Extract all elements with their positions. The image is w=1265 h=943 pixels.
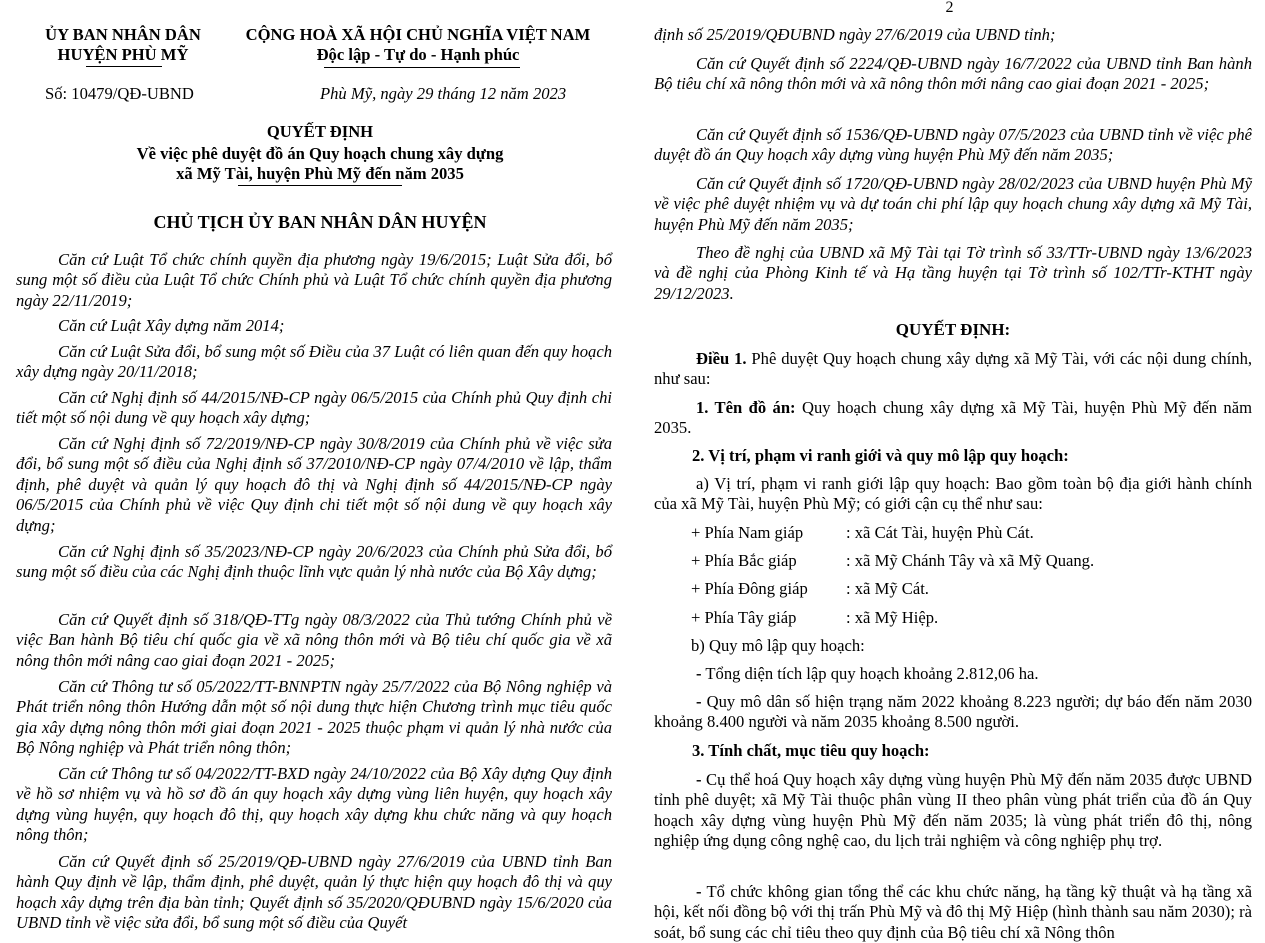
document-number: Số: 10479/QĐ-UBND [45, 84, 194, 103]
item-2a: a) Vị trí, phạm vi ranh giới lập quy hoạch: Bao gồm toàn bộ địa giới hành chính của xã Mỹ Tài, huyện Phù Mỹ; có giới cận cụ thể như sau: [654, 474, 1252, 514]
org-underline [86, 66, 162, 67]
basis-paragraph-6: Căn cứ Nghị định số 35/2023/NĐ-CP ngày 20/6/2023 của Chính phủ Sửa đổi, bổ sung một số điều của các Nghị định thuộc lĩnh vực quản lý nhà nước của Bộ Xây dựng; [16, 542, 612, 582]
decision-kind: QUYẾT ĐỊNH [266, 122, 374, 141]
item-2b-area: - Tổng diện tích lập quy hoạch khoảng 2.812,06 ha. [696, 664, 1039, 683]
item-1: 1. Tên đồ án: Quy hoạch chung xây dựng xã Mỹ Tài, huyện Phù Mỹ đến năm 2035. [654, 398, 1252, 438]
boundary-west-label: + Phía Tây giáp [691, 608, 797, 627]
nation-title: CỘNG HOÀ XÃ HỘI CHỦ NGHĨA VIỆT NAM [245, 25, 591, 44]
org-line1: ỦY BAN NHÂN DÂN [45, 25, 201, 44]
boundary-north-value: : xã Mỹ Chánh Tây và xã Mỹ Quang. [846, 551, 1095, 570]
boundary-south-value: : xã Cát Tài, huyện Phù Cát. [846, 523, 1034, 542]
page-number: 2 [945, 0, 954, 16]
decision-title-line2: xã Mỹ Tài, huyện Phù Mỹ đến năm 2035 [176, 164, 464, 183]
basis-paragraph-4: Căn cứ Nghị định số 44/2015/NĐ-CP ngày 06/5/2015 của Chính phủ Quy định chi tiết một số nội dung về quy hoạch xây dựng; [16, 388, 612, 428]
item-2b-population: - Quy mô dân số hiện trạng năm 2022 khoảng 8.223 người; dự báo đến năm 2030 khoảng 8.400 người và năm 2035 khoảng 8.500 người. [654, 692, 1252, 732]
boundary-north-label: + Phía Bắc giáp [691, 551, 797, 570]
authority-heading: CHỦ TỊCH ỦY BAN NHÂN DÂN HUYỆN [153, 212, 487, 232]
title-underline [238, 185, 402, 186]
boundary-east-label: + Phía Đông giáp [691, 579, 808, 598]
boundary-south-label: + Phía Nam giáp [691, 523, 804, 542]
article-1: Điều 1. Phê duyệt Quy hoạch chung xây dựng xã Mỹ Tài, với các nội dung chính, như sau: [654, 349, 1253, 389]
basis-paragraph-10: Căn cứ Quyết định số 25/2019/QĐ-UBND ngày 27/6/2019 của UBND tỉnh Ban hành Quy định về lập, thẩm định, phê duyệt, quản lý thực hiện quy hoạch đô thị và quy hoạch xây dựng trên địa bàn tỉnh; Quyết định số 35/2020/QĐUBND ngày 15/6/2020 của UBND tỉnh về việc sửa đổi, bổ sung một số điều của Quyết [16, 852, 612, 933]
basis-paragraph-2: Căn cứ Luật Xây dựng năm 2014; [58, 316, 285, 335]
org-line2: HUYỆN PHÙ MỸ [57, 45, 189, 64]
basis-paragraph-5: Căn cứ Nghị định số 72/2019/NĐ-CP ngày 30/8/2019 của Chính phủ về việc sửa đổi, bổ sung một số điều của Nghị định số 37/2010/NĐ-CP ngày 07/4/2010 về lập, thẩm định, phê duyệt và quản lý quy hoạch đô thị và Nghị định số 44/2015/NĐ-CP ngày 06/5/2015 của Chính phủ về việc Quy định chi tiết một số nội dung về quy hoạch xây dựng; [16, 434, 612, 535]
basis-paragraph-1: Căn cứ Luật Tổ chức chính quyền địa phương ngày 19/6/2015; Luật Sửa đổi, bổ sung một số điều của Luật Tổ chức Chính phủ và Luật Tổ chức chính quyền địa phương ngày 22/11/2019; [16, 250, 612, 310]
motto-underline [324, 67, 520, 68]
item-3-paragraph-2: - Tổ chức không gian tổng thể các khu chức năng, hạ tầng kỹ thuật và hạ tầng xã hội, kết nối đồng bộ với thị trấn Phù Mỹ và đô thị Mỹ Hiệp (hình thành sau năm 2030); rà soát, bổ sung các chỉ tiêu theo quy định của Bộ tiêu chí xã Nông thôn [654, 882, 1252, 942]
basis-paragraph-3: Căn cứ Luật Sửa đổi, bổ sung một số Điều của 37 Luật có liên quan đến quy hoạch xây dựng ngày 20/11/2018; [16, 342, 612, 382]
basis-paragraph-13: Căn cứ Quyết định số 1720/QĐ-UBND ngày 28/02/2023 của UBND huyện Phù Mỹ về việc phê duyệt nhiệm vụ và dự toán chi phí lập quy hoạch chung xây dựng xã Mỹ Tài, huyện Phù Mỹ đến năm 2035; [654, 174, 1252, 234]
decision-heading: QUYẾT ĐỊNH: [895, 320, 1011, 339]
boundary-west-value: : xã Mỹ Hiệp. [846, 608, 939, 627]
basis-paragraph-12: Căn cứ Quyết định số 1536/QĐ-UBND ngày 07/5/2023 của UBND tỉnh về việc phê duyệt đồ án Quy hoạch xây dựng vùng huyện Phù Mỹ đến năm 2035; [654, 125, 1252, 165]
basis-paragraph-7: Căn cứ Quyết định số 318/QĐ-TTg ngày 08/3/2022 của Thủ tướng Chính phủ về việc Ban hành Bộ tiêu chí quốc gia về xã nông thôn mới và Bộ tiêu chí quốc gia về xã nông thôn mới nâng cao giai đoạn 2021 - 2025; [16, 610, 612, 670]
basis-paragraph-11: Căn cứ Quyết định số 2224/QĐ-UBND ngày 16/7/2022 của UBND tỉnh Ban hành Bộ tiêu chí xã nông thôn mới và xã nông thôn mới nâng cao giai đoạn 2021 - 2025; [654, 54, 1252, 94]
item-2b-heading: b) Quy mô lập quy hoạch: [691, 636, 865, 655]
item-3-paragraph-1: - Cụ thể hoá Quy hoạch xây dựng vùng huyện Phù Mỹ đến năm 2035 được UBND tỉnh phê duyệt; xã Mỹ Tài thuộc phân vùng II theo phân vùng phát triển của đồ án Quy hoạch xây dựng vùng huyện Phù Mỹ đến năm 2035; là vùng phát triển đô thị, nông nghiệp ứng dụng công nghệ cao, du lịch trải nghiệm và công nghiệp phụ trợ. [654, 770, 1252, 851]
item-3-heading: 3. Tính chất, mục tiêu quy hoạch: [692, 741, 930, 760]
item-2-heading: 2. Vị trí, phạm vi ranh giới và quy mô lập quy hoạch: [692, 446, 1069, 465]
basis-paragraph-9: Căn cứ Thông tư số 04/2022/TT-BXD ngày 24/10/2022 của Bộ Xây dựng Quy định về hồ sơ nhiệm vụ và hồ sơ đồ án quy hoạch xây dựng vùng liên huyện, quy hoạch xây dựng vùng huyện, quy hoạch đô thị, quy hoạch xây dựng khu chức năng và quy hoạch nông thôn; [16, 764, 612, 845]
motto: Độc lập - Tự do - Hạnh phúc [316, 45, 520, 64]
left-page [0, 0, 632, 943]
document-date: Phù Mỹ, ngày 29 tháng 12 năm 2023 [320, 84, 567, 103]
basis-paragraph-8: Căn cứ Thông tư số 05/2022/TT-BNNPTN ngày 25/7/2022 của Bộ Nông nghiệp và Phát triển nông thôn Hướng dẫn một số nội dung thực hiện Chương trình mục tiêu quốc gia xây dựng nông thôn mới giai đoạn 2021 - 2025 thuộc phạm vi quản lý nhà nước của Bộ Nông nghiệp và Phát triển nông thôn; [16, 677, 612, 758]
boundary-east-value: : xã Mỹ Cát. [846, 579, 929, 598]
proposal-paragraph: Theo đề nghị của UBND xã Mỹ Tài tại Tờ trình số 33/TTr-UBND ngày 13/6/2023 và đề nghị của Phòng Kinh tế và Hạ tầng huyện tại Tờ trình số 102/TTr-KTHT ngày 29/12/2023. [654, 243, 1252, 303]
right-page [634, 0, 1265, 943]
decision-title-line1: Về việc phê duyệt đồ án Quy hoạch chung xây dựng [136, 144, 504, 163]
basis-continuation: định số 25/2019/QĐUBND ngày 27/6/2019 của UBND tỉnh; [654, 25, 1056, 44]
